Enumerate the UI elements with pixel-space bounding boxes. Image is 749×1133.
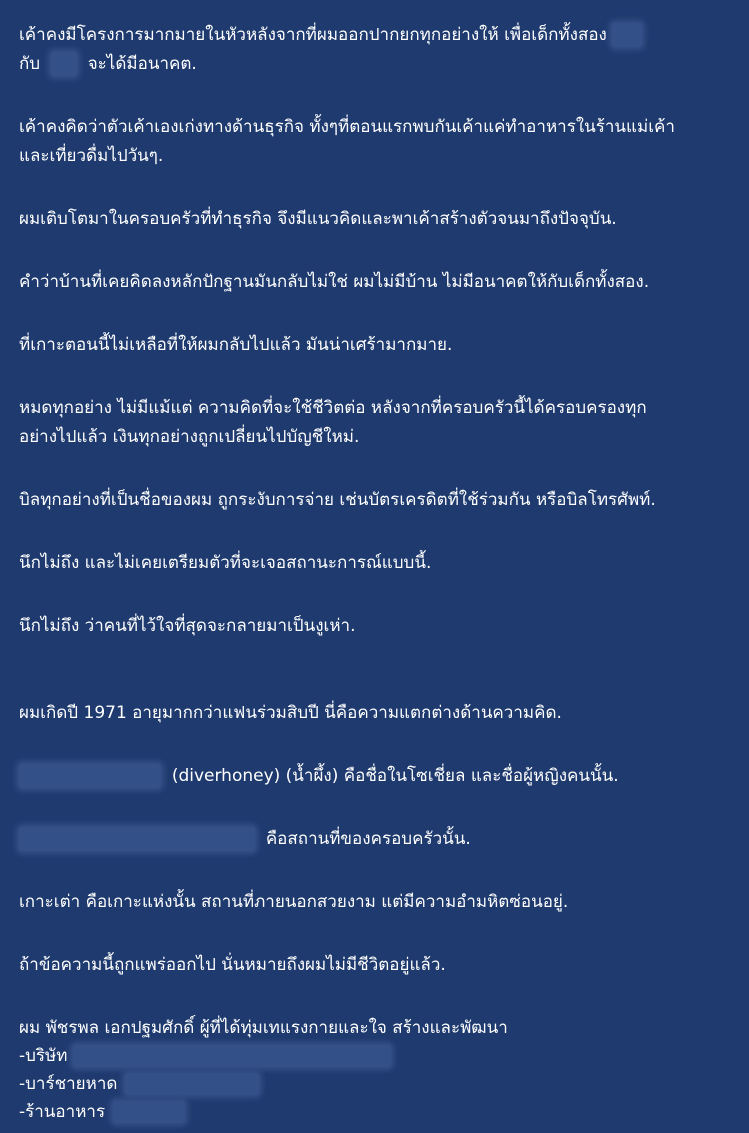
paragraph-14: ถ้าข้อความนี้ถูกแพร่ออกไป นั่นหมายถึงผมไม่มีชีวิตอยู่แล้ว. [19, 955, 446, 975]
redacted-company-name [73, 1045, 391, 1067]
paragraph-1 [19, 21, 731, 79]
paragraph-1-text-b-post: จะได้มีอนาคต. [87, 54, 197, 74]
paragraph-9: นึกไม่ถึง ว่าคนที่ไว้ใจที่สุดจะกลายมาเป็นงูเห่า. [19, 616, 356, 636]
redacted-social-name [19, 764, 161, 788]
paragraph-13: เกาะเต่า คือเกาะแห่งนั้น สถานที่ภายนอกสวยงาม แต่มีความอำมหิตซ่อนอยู่. [19, 892, 569, 912]
paragraph-1-text-b-pre: กับ [19, 54, 41, 74]
list-item-beach-bar [19, 1070, 731, 1098]
redacted-name-1 [612, 23, 642, 47]
paragraph-2-line-2: และเที่ยวดื่มไปวันๆ. [19, 146, 164, 166]
paragraph-2 [19, 113, 731, 171]
redacted-restaurant-name [113, 1101, 185, 1123]
redacted-name-2 [51, 52, 77, 76]
paragraph-2-line-1: เค้าคงคิดว่าตัวเค้าเองเก่งทางด้านธุรกิจ ทั้งๆที่ตอนแรกพบกันเค้าแค่ทำอาหารในร้านแม่เค้า [19, 117, 675, 137]
paragraph-1-line-1 [19, 21, 731, 50]
paragraph-10: ผมเกิดปี 1971 อายุมากกว่าแฟนร่วมสิบปี นี่คือความแตกต่างด้านความคิด. [19, 703, 562, 723]
signature-line: ผม พัชรพล เอกปฐมศักดิ์ ผู้ที่ได้ทุ่มเทแรงกายและใจ สร้างและพัฒนา [19, 1018, 508, 1038]
paragraph-6-line-2: อย่างไปแล้ว เงินทุกอย่างถูกเปลี่ยนไปบัญชีใหม่. [19, 427, 360, 447]
paragraph-5: ที่เกาะตอนนี้ไม่เหลือที่ให้ผมกลับไปแล้ว มันน่าเศร้ามากมาย. [19, 335, 453, 355]
paragraph-11 [19, 762, 731, 791]
paragraph-4: คำว่าบ้านที่เคยคิดลงหลักปักฐานมันกลับไม่ใช่ ผมไม่มีบ้าน ไม่มีอนาคตให้กับเด็กทั้งสอง. [19, 272, 650, 292]
list-item-beach-bar-label: -บาร์ชายหาด [19, 1074, 118, 1094]
redacted-place-name [19, 827, 255, 851]
paragraph-12 [19, 825, 731, 854]
list-item-restaurant-label: -ร้านอาหาร [19, 1102, 106, 1122]
paragraph-6-line-1: หมดทุกอย่าง ไม่มีแม้แต่ ความคิดที่จะใช้ชีวิตต่อ หลังจากที่ครอบครัวนี้ได้ครอบครองทุก [19, 398, 647, 418]
paragraph-8: นึกไม่ถึง และไม่เคยเตรียมตัวที่จะเจอสถานะการณ์แบบนี้. [19, 553, 432, 573]
paragraph-1-line-2 [19, 50, 731, 79]
paragraph-3: ผมเติบโตมาในครอบครัวที่ทำธุรกิจ จึงมีแนวคิดและพาเค้าสร้างตัวจนมาถึงปัจจุบัน. [19, 209, 617, 229]
list-item-restaurant [19, 1098, 731, 1126]
paragraph-11-text: (diverhoney) (น้ำผึ้ง) คือชื่อในโซเชี่ยล และชื่อผู้หญิงคนนั้น. [171, 766, 619, 786]
signature-block [19, 1014, 731, 1126]
paragraph-12-text: คือสถานที่ของครอบครัวนั้น. [265, 829, 471, 849]
list-item-company-label: -บริษัท [19, 1046, 68, 1066]
list-item-company [19, 1042, 731, 1070]
paragraph-1-text-a: เค้าคงมีโครงการมากมายในหัวหลังจากที่ผมออกปากยกทุกอย่างให้ เพื่อเด็กทั้งสอง [19, 25, 607, 45]
redacted-bar-name [125, 1073, 259, 1095]
paragraph-6 [19, 394, 731, 452]
paragraph-7: บิลทุกอย่างที่เป็นชื่อของผม ถูกระงับการจ่าย เช่นบัตรเครดิตที่ใช้ร่วมกัน หรือบิลโทรศัพท์. [19, 490, 656, 510]
